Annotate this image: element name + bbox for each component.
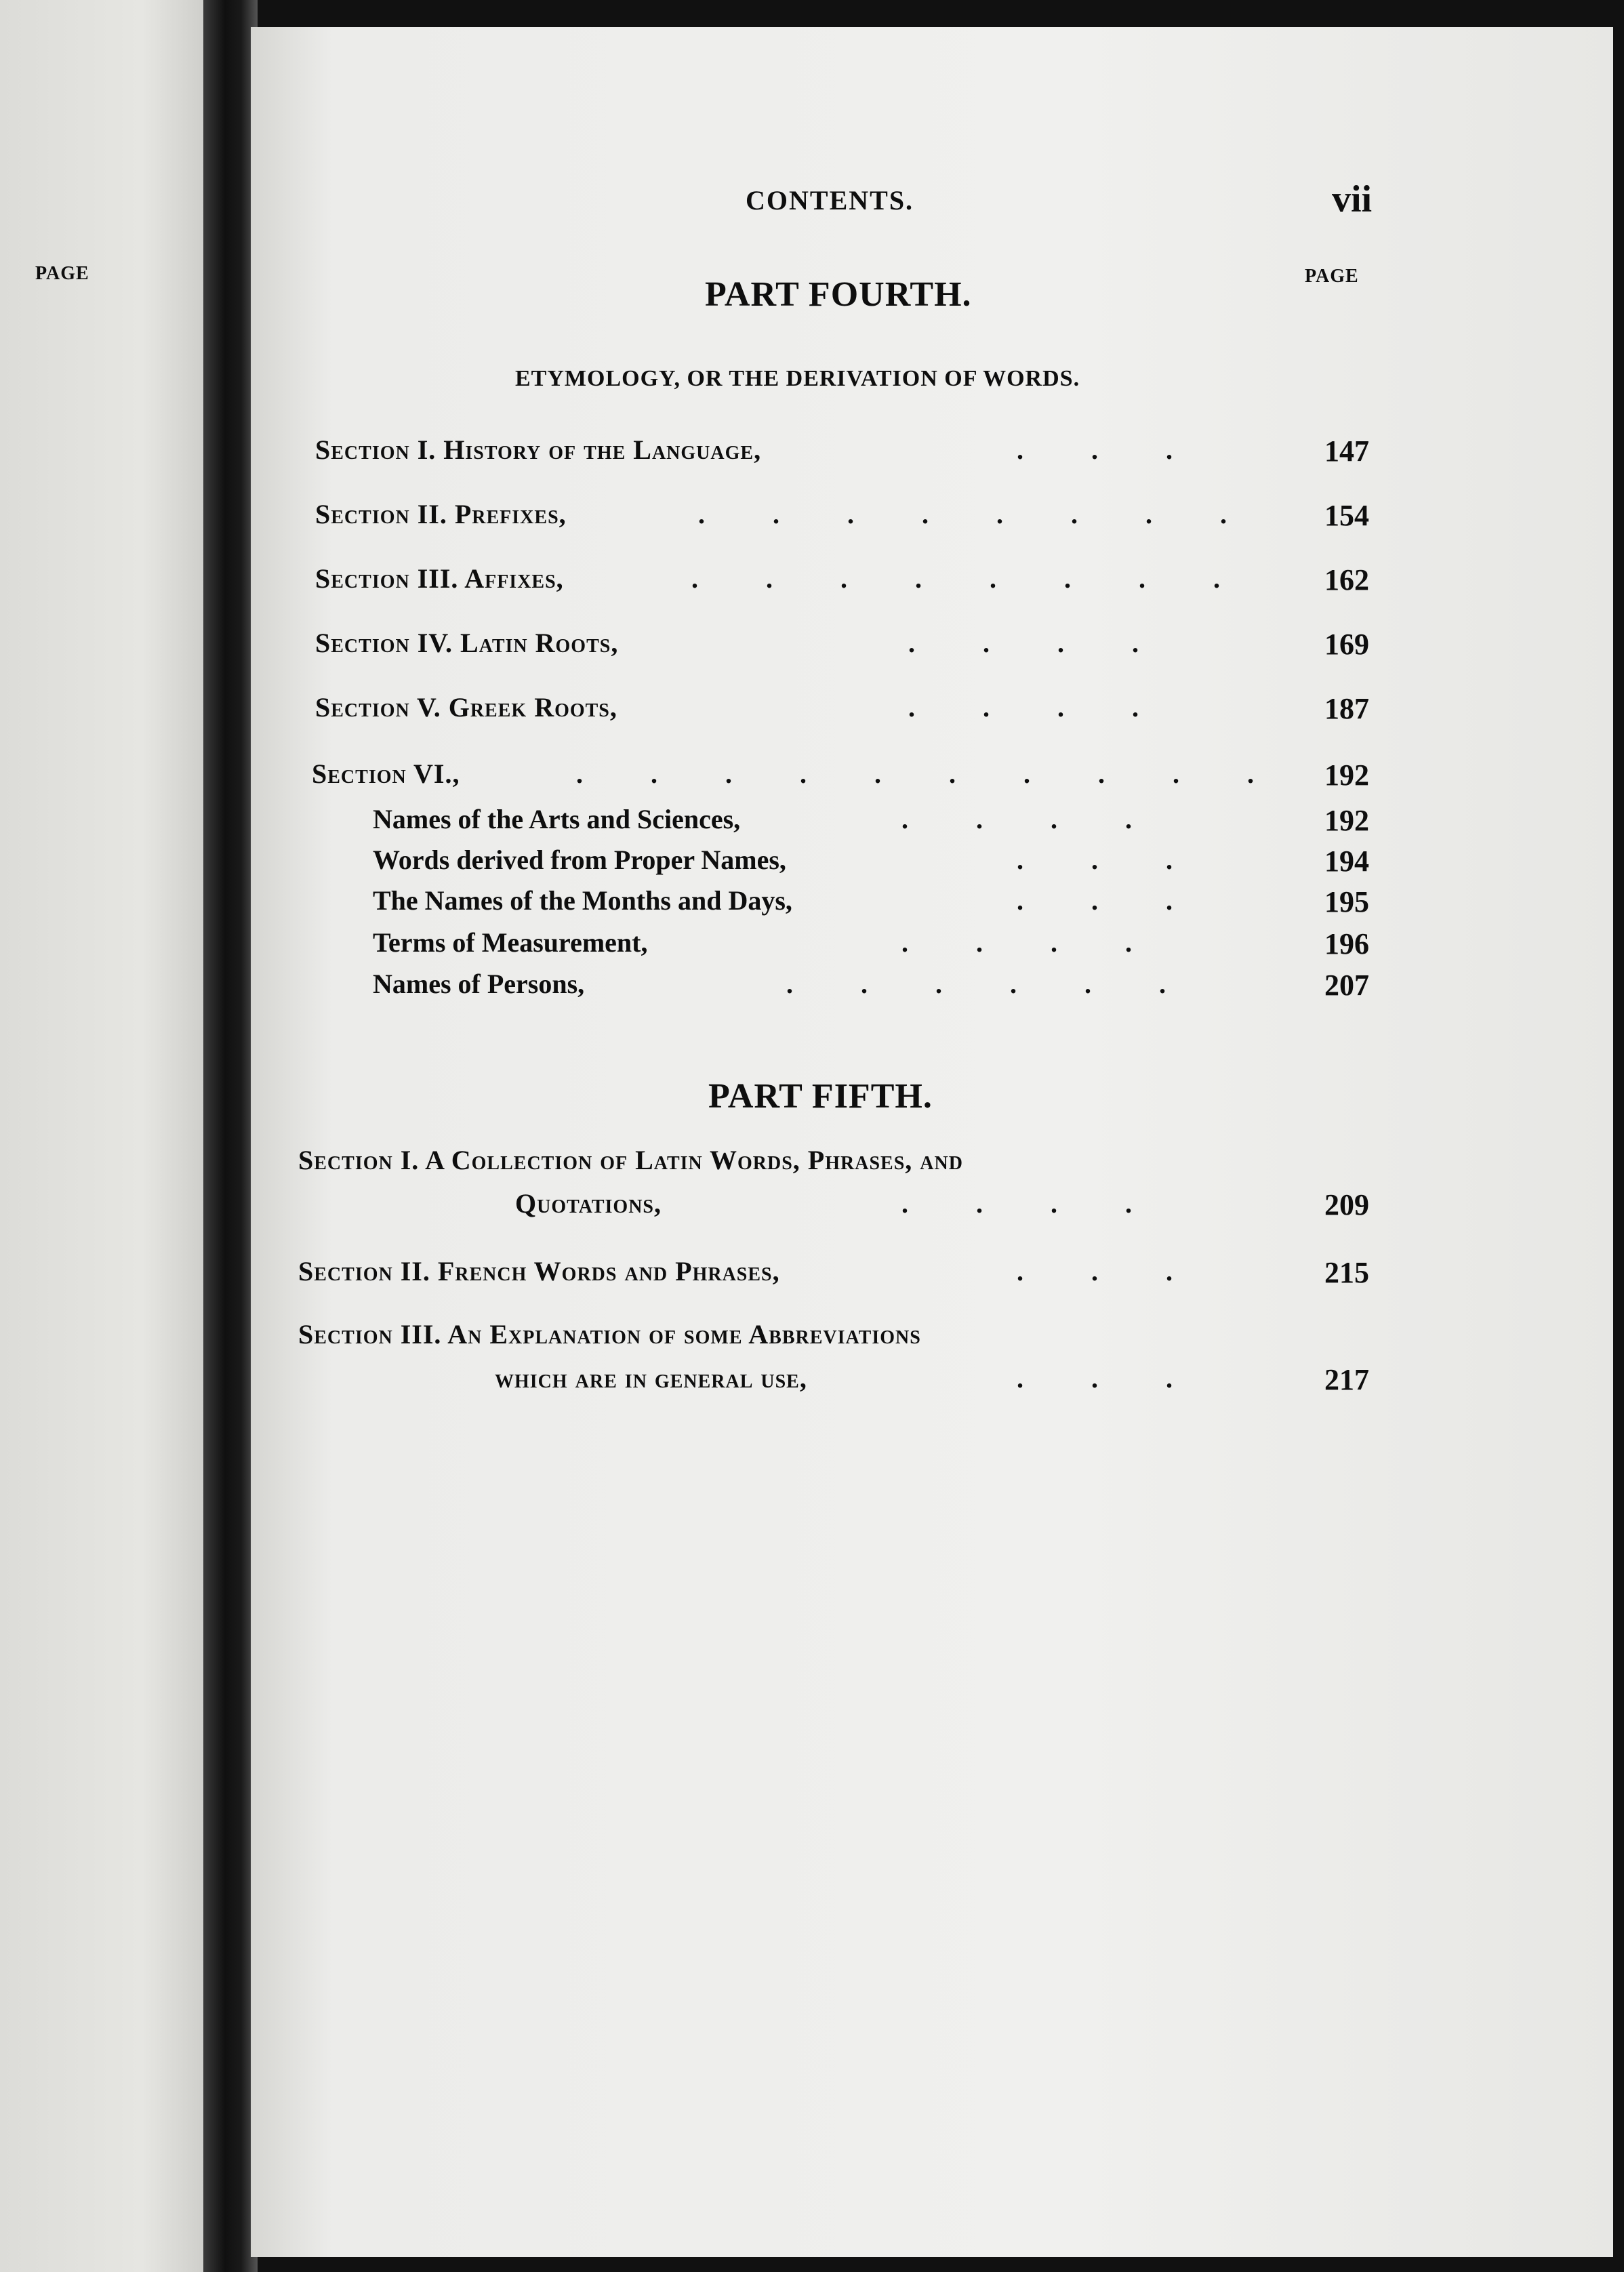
part-fourth-subheading: ETYMOLOGY, OR THE DERIVATION OF WORDS. — [515, 366, 1080, 391]
toc-entry-label: Section II. Prefixes, — [315, 499, 567, 529]
toc-entry-label: The Names of the Months and Days, — [373, 885, 792, 916]
leader-dots: . . . — [1017, 434, 1173, 465]
toc-entry-label: which are in general use, — [495, 1363, 807, 1394]
toc-entry-page: 162 — [1324, 563, 1369, 596]
leader-dots: . . . — [1017, 885, 1173, 916]
leader-dots: . . . . — [901, 927, 1132, 958]
toc-entry — [0, 563, 1624, 603]
toc-entry-page: 187 — [1324, 692, 1369, 725]
left-page-column-header: PAGE — [35, 263, 89, 284]
toc-entry-label: Section V. Greek Roots, — [315, 692, 617, 723]
leader-dots: . . . . . . . . — [698, 499, 1227, 529]
toc-entry-page: 215 — [1324, 1256, 1369, 1289]
leader-dots: . . . . . . . . — [691, 563, 1220, 594]
toc-entry — [0, 844, 1624, 885]
book-gutter — [203, 0, 258, 2272]
leader-dots: . . . . — [901, 1188, 1132, 1219]
toc-entry — [0, 803, 1624, 844]
toc-entry-label: Section I. A Collection of Latin Words, Phrases, and — [298, 1145, 963, 1175]
toc-entry-label: Names of Persons, — [373, 969, 585, 999]
toc-entry-label: Section I. History of the Language, — [315, 434, 762, 465]
toc-entry — [0, 968, 1624, 1009]
leader-dots: . . . — [1017, 1256, 1173, 1286]
toc-entry-page: 147 — [1324, 434, 1369, 468]
toc-entry — [0, 885, 1624, 925]
toc-entry — [0, 1255, 1624, 1296]
left-page — [0, 0, 203, 2272]
toc-entry-label: Section III. An Explanation of some Abbreviations — [298, 1319, 921, 1350]
leader-dots: . . . . — [908, 628, 1139, 658]
toc-entry-label: Quotations, — [515, 1188, 662, 1219]
leader-dots: . . . — [1017, 1363, 1173, 1394]
toc-entry — [0, 1318, 1624, 1359]
toc-entry-page: 195 — [1324, 885, 1369, 918]
part-fifth-heading: PART FIFTH. — [708, 1077, 933, 1116]
toc-entry-page: 194 — [1324, 845, 1369, 878]
leader-dots: . . . . . . — [786, 969, 1166, 999]
leader-dots: . . . . . . . . . . — [576, 758, 1254, 789]
toc-entry — [0, 498, 1624, 539]
toc-entry-page: 169 — [1324, 628, 1369, 661]
toc-entry-page: 192 — [1324, 758, 1369, 792]
toc-entry — [0, 1362, 1624, 1403]
toc-entry — [0, 1188, 1624, 1228]
page-column-label: PAGE — [1305, 266, 1359, 287]
toc-entry-page: 192 — [1324, 804, 1369, 837]
toc-entry — [0, 627, 1624, 668]
leader-dots: . . . . — [908, 692, 1139, 723]
toc-entry-label: Section IV. Latin Roots, — [315, 628, 619, 658]
toc-entry-label: Words derived from Proper Names, — [373, 845, 786, 875]
toc-entry — [0, 758, 1624, 798]
leader-dots: . . . . — [901, 804, 1132, 834]
toc-entry-page: 207 — [1324, 969, 1369, 1002]
page-title: CONTENTS. — [746, 185, 914, 216]
part-fourth-heading: PART FOURTH. — [705, 275, 972, 314]
toc-entry — [0, 927, 1624, 967]
page-number: vii — [1332, 178, 1373, 220]
toc-entry-label: Section III. Affixes, — [315, 563, 564, 594]
toc-entry-label: Section VI., — [312, 758, 460, 789]
toc-entry — [0, 691, 1624, 732]
toc-entry-page: 217 — [1324, 1363, 1369, 1396]
toc-entry-label: Terms of Measurement, — [373, 927, 648, 958]
toc-entry-label: Names of the Arts and Sciences, — [373, 804, 741, 834]
toc-entry-page: 209 — [1324, 1188, 1369, 1221]
toc-entry — [0, 1144, 1624, 1185]
toc-entry-page: 154 — [1324, 499, 1369, 532]
toc-entry-page: 196 — [1324, 927, 1369, 960]
toc-entry-label: Section II. French Words and Phrases, — [298, 1256, 780, 1286]
toc-entry — [0, 434, 1624, 474]
right-page — [251, 27, 1613, 2257]
leader-dots: . . . — [1017, 845, 1173, 875]
